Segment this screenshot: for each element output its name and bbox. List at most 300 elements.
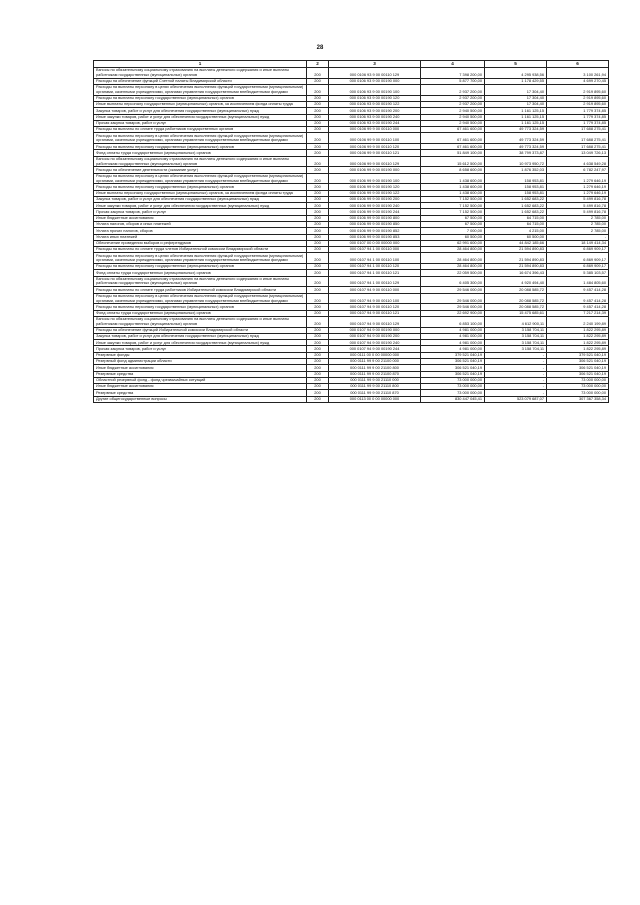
column-number-row — [94, 61, 609, 68]
executed-amount: - — [485, 365, 547, 371]
classification-code: 000 0107 94 1 00 00110 100 — [329, 253, 421, 264]
expense-name: Другие общегосударственные вопросы — [94, 396, 307, 402]
classification-code: 000 0106 99 9 00 00190 853 — [329, 234, 421, 240]
unexecuted-amount: 7 217 214,39 — [547, 310, 609, 316]
unexecuted-amount: 6 869 909,17 — [547, 264, 609, 270]
classification-code: 000 0107 94 1 00 00110 000 — [329, 247, 421, 253]
unexecuted-amount: 4 699 270,45 — [547, 78, 609, 84]
executed-amount: 158 953,81 — [485, 184, 547, 190]
unexecuted-amount: 4 638 549,28 — [547, 156, 609, 167]
classification-code: 000 0111 99 9 00 21110 870 — [329, 390, 421, 396]
classification-code: 000 0106 99 9 00 00110 121 — [329, 150, 421, 156]
line-code: 200 — [307, 215, 329, 221]
approved-amount: 2 940 500,00 — [421, 120, 485, 126]
expense-name: Фонд оплаты труда государственных (муниципальных) органов — [94, 310, 307, 316]
expense-name: Расходы на выплаты по оплате труда членов Избирательной комиссии Владимирской области — [94, 247, 307, 253]
line-code: 200 — [307, 203, 329, 209]
approved-amount: 7 152 500,00 — [421, 196, 485, 202]
line-code: 200 — [307, 270, 329, 276]
approved-amount: 2 937 200,00 — [421, 85, 485, 96]
expense-name: Взносы по обязательному социальному страхованию на выплаты денежного содержания и иные выплаты работникам государственных (муниципальных) органов — [94, 68, 307, 79]
unexecuted-amount: 2 785,00 — [547, 228, 609, 234]
approved-amount: 7 398 200,00 — [421, 68, 485, 79]
table-row — [94, 316, 609, 327]
executed-amount: 1 876 352,03 — [485, 167, 547, 173]
expense-name: Уплата иных платежей — [94, 234, 307, 240]
unexecuted-amount: 6 869 909,17 — [547, 247, 609, 253]
table-row — [94, 144, 609, 150]
column-number: 5 — [485, 61, 547, 68]
line-code: 200 — [307, 346, 329, 352]
classification-code: 000 0106 99 9 00 00110 120 — [329, 144, 421, 150]
classification-code: 000 0107 94 9 00 00110 129 — [329, 316, 421, 327]
unexecuted-amount: 1 779 374,85 — [547, 108, 609, 114]
classification-code: 000 0106 93 9 00 00190 244 — [329, 120, 421, 126]
expense-name: Расходы на выплаты персоналу государственных (муниципальных) органов — [94, 95, 307, 101]
expense-name: Прочая закупка товаров, работ и услуг — [94, 346, 307, 352]
table-row — [94, 156, 609, 167]
approved-amount: 5 877 700,00 — [421, 78, 485, 84]
approved-amount: 29 546 000,00 — [421, 304, 485, 310]
expense-name: Расходы на выплаты персоналу в целях обеспечения выполнения функций государственными (муниципальными) органами, казенными учреждениями, органами управления государственными внебюджетными фондами — [94, 173, 307, 184]
approved-amount: 67 500,00 — [421, 215, 485, 221]
unexecuted-amount: 17 688 275,41 — [547, 144, 609, 150]
executed-amount: 3 158 704,11 — [485, 333, 547, 339]
table-row — [94, 304, 609, 310]
expense-name: Взносы по обязательному социальному страхованию на выплаты денежного содержания и иные выплаты работникам государственных (муниципальных) органов — [94, 156, 307, 167]
line-code: 200 — [307, 293, 329, 304]
line-code: 200 — [307, 304, 329, 310]
executed-amount: 17 304,40 — [485, 102, 547, 108]
unexecuted-amount: 9 457 414,28 — [547, 287, 609, 293]
classification-code: 000 0106 93 9 00 00190 240 — [329, 114, 421, 120]
unexecuted-amount: 17 688 275,41 — [547, 127, 609, 133]
classification-code: 000 0111 99 9 00 21100 000 — [329, 358, 421, 364]
line-code: 200 — [307, 85, 329, 96]
unexecuted-amount: 18 149 414,34 — [547, 240, 609, 246]
approved-amount: 306 521 040,19 — [421, 358, 485, 364]
unexecuted-amount: 306 521 040,19 — [547, 371, 609, 377]
unexecuted-amount: 1 822 295,89 — [547, 333, 609, 339]
approved-amount: 28 464 800,00 — [421, 253, 485, 264]
approved-amount: 67 500,00 — [421, 222, 485, 228]
executed-amount: 1 652 683,22 — [485, 209, 547, 215]
executed-amount: 44 842 185,66 — [485, 240, 547, 246]
expense-name: Резервные средства — [94, 371, 307, 377]
line-code: 200 — [307, 384, 329, 390]
approved-amount: 2 937 200,00 — [421, 95, 485, 101]
classification-code: 000 0106 99 9 00 00110 129 — [329, 156, 421, 167]
classification-code: 000 0107 94 9 00 00190 000 — [329, 327, 421, 333]
unexecuted-amount: 1 779 374,85 — [547, 114, 609, 120]
approved-amount: 306 521 040,19 — [421, 365, 485, 371]
line-code: 200 — [307, 127, 329, 133]
expense-name: Расходы на выплаты персоналу государственных (муниципальных) органов — [94, 184, 307, 190]
unexecuted-amount: 9 457 414,28 — [547, 293, 609, 304]
table-row — [94, 270, 609, 276]
unexecuted-amount: 2 919 895,60 — [547, 85, 609, 96]
expense-name: Расходы на выплаты по оплате труда работников Избирательной комиссии Владимирской области — [94, 287, 307, 293]
unexecuted-amount: 1 279 646,19 — [547, 190, 609, 196]
approved-amount: 6 405 300,00 — [421, 276, 485, 287]
approved-amount: 306 521 040,19 — [421, 371, 485, 377]
table-row — [94, 327, 609, 333]
unexecuted-amount: 5 499 816,78 — [547, 196, 609, 202]
line-code: 200 — [307, 108, 329, 114]
expense-name: Расходы на выплаты персоналу государственных (муниципальных) органов — [94, 144, 307, 150]
expense-name: Расходы на обеспечение деятельности (оказание услуг) — [94, 167, 307, 173]
expense-name: Обеспечение проведения выборов и референдумов — [94, 240, 307, 246]
unexecuted-amount: 307 367 358,34 — [547, 396, 609, 402]
classification-code: 000 0111 99 9 00 21100 870 — [329, 371, 421, 377]
column-number: 3 — [329, 61, 421, 68]
table-row — [94, 173, 609, 184]
line-code: 200 — [307, 340, 329, 346]
executed-amount: 38 799 373,87 — [485, 150, 547, 156]
unexecuted-amount: 1 279 646,19 — [547, 184, 609, 190]
line-code: 200 — [307, 209, 329, 215]
line-code: 200 — [307, 228, 329, 234]
line-code: 200 — [307, 78, 329, 84]
executed-amount: 20 088 585,72 — [485, 287, 547, 293]
table-row — [94, 203, 609, 209]
column-number: 2 — [307, 61, 329, 68]
table-row — [94, 133, 609, 144]
executed-amount: 16 674 396,43 — [485, 270, 547, 276]
expense-name: Уплата прочих налогов, сборов — [94, 228, 307, 234]
expense-name: Расходы на выплаты персоналу в целях обеспечения выполнения функций государственными (муниципальными) органами, казенными учреждениями, органами управления государственными внебюджетными фондами — [94, 133, 307, 144]
table-row — [94, 276, 609, 287]
executed-amount: 60 500,00 — [485, 234, 547, 240]
classification-code: 000 0107 94 9 00 00110 121 — [329, 310, 421, 316]
classification-code: 000 0107 94 9 00 00190 200 — [329, 333, 421, 339]
unexecuted-amount: 2 919 895,60 — [547, 95, 609, 101]
expense-name: Резервный фонд администрации области — [94, 358, 307, 364]
unexecuted-amount: 5 499 816,78 — [547, 209, 609, 215]
classification-code: 000 0107 94 1 00 00110 129 — [329, 276, 421, 287]
line-code: 200 — [307, 377, 329, 383]
line-code: 200 — [307, 95, 329, 101]
table-row — [94, 127, 609, 133]
classification-code: 000 0106 99 9 00 00190 852 — [329, 228, 421, 234]
classification-code: 000 0107 00 0 00 00000 000 — [329, 240, 421, 246]
unexecuted-amount: 9 457 414,28 — [547, 304, 609, 310]
approved-amount: 4 981 000,00 — [421, 340, 485, 346]
expense-name: Расходы на выплаты персоналу государственных (муниципальных) органов — [94, 304, 307, 310]
executed-amount: 1 161 125,15 — [485, 108, 547, 114]
executed-amount: 20 088 585,72 — [485, 293, 547, 304]
unexecuted-amount: 1 779 374,85 — [547, 120, 609, 126]
line-code: 200 — [307, 264, 329, 270]
line-code: 200 — [307, 120, 329, 126]
classification-code: 000 0106 93 9 00 00190 000 — [329, 78, 421, 84]
line-code: 200 — [307, 352, 329, 358]
line-code: 200 — [307, 240, 329, 246]
unexecuted-amount: 1 822 295,89 — [547, 340, 609, 346]
approved-amount: 22 692 900,00 — [421, 310, 485, 316]
expense-name: Расходы на выплаты персоналу в целях обеспечения выполнения функций государственными (муниципальными) органами, казенными учреждениями, органами управления государственными внебюджетными фондами — [94, 293, 307, 304]
executed-amount: 1 652 683,22 — [485, 203, 547, 209]
expense-name: Расходы на обеспечение функций Избирательной комиссии Владимирской области — [94, 327, 307, 333]
classification-code: 000 0106 93 9 00 00110 129 — [329, 68, 421, 79]
classification-code: 000 0107 94 1 00 00110 120 — [329, 264, 421, 270]
unexecuted-amount: 306 521 040,19 — [547, 358, 609, 364]
table-row — [94, 114, 609, 120]
classification-code: 000 0106 99 9 00 00190 100 — [329, 173, 421, 184]
approved-amount: 62 991 600,00 — [421, 240, 485, 246]
classification-code: 000 0106 99 9 00 00110 000 — [329, 127, 421, 133]
executed-amount: 20 088 585,72 — [485, 304, 547, 310]
expense-name: Прочая закупка товаров, работ и услуг — [94, 209, 307, 215]
unexecuted-amount: 6 869 909,17 — [547, 253, 609, 264]
unexecuted-amount: 73 000 000,00 — [547, 377, 609, 383]
unexecuted-amount: 5 385 103,57 — [547, 270, 609, 276]
executed-amount: 4 215,00 — [485, 228, 547, 234]
executed-amount: 64 715,00 — [485, 222, 547, 228]
classification-code: 000 0106 99 9 00 00190 240 — [329, 203, 421, 209]
approved-amount: 2 940 500,00 — [421, 114, 485, 120]
line-code: 200 — [307, 167, 329, 173]
expense-name: Иные закупки товаров, работ и услуг для обеспечения государственных (муниципальных) нужд — [94, 203, 307, 209]
expense-name: Закупка товаров, работ и услуг для обеспечения государственных (муниципальных) нужд — [94, 333, 307, 339]
classification-code: 000 0106 93 9 00 00190 122 — [329, 102, 421, 108]
approved-amount: 67 461 600,00 — [421, 144, 485, 150]
classification-code: 000 0106 99 9 00 00190 122 — [329, 190, 421, 196]
executed-amount: 21 594 890,83 — [485, 253, 547, 264]
expense-name: Закупка товаров, работ и услуг для обеспечения государственных (муниципальных) нужд — [94, 108, 307, 114]
executed-amount: 10 973 950,72 — [485, 156, 547, 167]
unexecuted-amount: 1 822 295,89 — [547, 346, 609, 352]
column-number: 6 — [547, 61, 609, 68]
line-code: 200 — [307, 156, 329, 167]
line-code: 200 — [307, 276, 329, 287]
table-row — [94, 333, 609, 339]
executed-amount: 158 953,81 — [485, 190, 547, 196]
expense-name: Расходы на обеспечение функций Счетной палаты Владимирской области — [94, 78, 307, 84]
executed-amount: 21 594 890,83 — [485, 247, 547, 253]
classification-code: 000 0106 99 9 00 00190 200 — [329, 196, 421, 202]
table-row — [94, 95, 609, 101]
line-code: 200 — [307, 133, 329, 144]
executed-amount: 1 178 429,55 — [485, 78, 547, 84]
expense-name: Резервные средства — [94, 390, 307, 396]
table-row — [94, 190, 609, 196]
approved-amount: 29 546 000,00 — [421, 287, 485, 293]
executed-amount: - — [485, 377, 547, 383]
table-row — [94, 293, 609, 304]
page-number: 28 — [316, 45, 324, 51]
executed-amount: - — [485, 358, 547, 364]
table-row — [94, 340, 609, 346]
table-row — [94, 184, 609, 190]
expense-name: Взносы по обязательному социальному страхованию на выплаты денежного содержания и иные выплаты работникам государственных (муниципальных) органов — [94, 276, 307, 287]
table-row — [94, 102, 609, 108]
executed-amount: 49 773 324,59 — [485, 133, 547, 144]
unexecuted-amount: 73 000 000,00 — [547, 384, 609, 390]
approved-amount: 4 981 000,00 — [421, 333, 485, 339]
unexecuted-amount: 17 688 275,41 — [547, 133, 609, 144]
table-row — [94, 396, 609, 402]
executed-amount: 3 158 704,11 — [485, 340, 547, 346]
approved-amount: 67 461 600,00 — [421, 133, 485, 144]
line-code: 200 — [307, 365, 329, 371]
table-row — [94, 108, 609, 114]
expense-name: Иные закупки товаров, работ и услуг для обеспечения государственных (муниципальных) нужд — [94, 114, 307, 120]
column-number: 4 — [421, 61, 485, 68]
expense-name: Расходы на выплаты персоналу в целях обеспечения выполнения функций государственными (муниципальными) органами, казенными учреждениями, органами управления государственными внебюджетными фондами — [94, 253, 307, 264]
approved-amount: 73 000 000,00 — [421, 377, 485, 383]
unexecuted-amount: 2 785,00 — [547, 222, 609, 228]
classification-code: 000 0107 94 9 00 00110 100 — [329, 293, 421, 304]
executed-amount: 3 158 704,11 — [485, 346, 547, 352]
executed-amount: 64 715,00 — [485, 215, 547, 221]
unexecuted-amount: 379 521 040,19 — [547, 352, 609, 358]
approved-amount: 4 981 000,00 — [421, 346, 485, 352]
unexecuted-amount: 73 000 000,00 — [547, 390, 609, 396]
unexecuted-amount: 2 919 895,60 — [547, 102, 609, 108]
table-row — [94, 85, 609, 96]
approved-amount: 830 447 045,41 — [421, 396, 485, 402]
table-row — [94, 78, 609, 84]
executed-amount: - — [485, 390, 547, 396]
line-code: 200 — [307, 327, 329, 333]
classification-code: 000 0106 99 9 00 00110 100 — [329, 133, 421, 144]
unexecuted-amount: 6 782 247,97 — [547, 167, 609, 173]
table-row — [94, 264, 609, 270]
expense-name: Прочая закупка товаров, работ и услуг — [94, 120, 307, 126]
classification-code: 000 0106 99 9 00 00190 800 — [329, 215, 421, 221]
line-code: 200 — [307, 396, 329, 402]
expense-name: Расходы на выплаты персоналу в целях обеспечения выполнения функций государственными (муниципальными) органами, казенными учреждениями, органами управления государственными внебюджетными фондами — [94, 85, 307, 96]
classification-code: 000 0106 99 9 00 00190 120 — [329, 184, 421, 190]
expense-name: Иные выплаты персоналу государственных (муниципальных) органов, за исключением фонда оплаты труда — [94, 190, 307, 196]
classification-code: 000 0106 93 9 00 00190 120 — [329, 95, 421, 101]
table-row — [94, 253, 609, 264]
line-code: 200 — [307, 196, 329, 202]
line-code: 200 — [307, 150, 329, 156]
classification-code: 000 0106 99 9 00 00190 000 — [329, 167, 421, 173]
expense-name: Взносы по обязательному социальному страхованию на выплаты денежного содержания и иные выплаты работникам государственных (муниципальных) органов — [94, 316, 307, 327]
line-code: 200 — [307, 287, 329, 293]
line-code: 200 — [307, 310, 329, 316]
approved-amount: 4 981 000,00 — [421, 327, 485, 333]
classification-code: 000 0106 99 9 00 00190 244 — [329, 209, 421, 215]
table-row — [94, 68, 609, 79]
expense-name: Резервные фонды — [94, 352, 307, 358]
table-row — [94, 196, 609, 202]
classification-code: 000 0111 99 9 00 21110 800 — [329, 384, 421, 390]
line-code: 200 — [307, 316, 329, 327]
executed-amount: 17 304,40 — [485, 85, 547, 96]
unexecuted-amount: 13 049 726,13 — [547, 150, 609, 156]
table-row — [94, 287, 609, 293]
expense-name: Фонд оплаты труда государственных (муниципальных) органов — [94, 270, 307, 276]
expense-name: Расходы на выплаты персоналу государственных (муниципальных) органов — [94, 264, 307, 270]
approved-amount: 1 438 600,00 — [421, 184, 485, 190]
approved-amount: 67 461 600,00 — [421, 127, 485, 133]
classification-code: 000 0106 93 9 00 00190 200 — [329, 108, 421, 114]
expense-name: Иные бюджетные ассигнования — [94, 384, 307, 390]
expense-name: Областной резервный фонд - фонд чрезвычайных ситуаций — [94, 377, 307, 383]
line-code: 200 — [307, 234, 329, 240]
unexecuted-amount: 306 521 040,19 — [547, 365, 609, 371]
line-code: 200 — [307, 247, 329, 253]
classification-code: 000 0107 94 9 00 00190 240 — [329, 340, 421, 346]
expense-name: Иные бюджетные ассигнования — [94, 215, 307, 221]
executed-amount: 1 161 125,15 — [485, 114, 547, 120]
executed-amount: 17 304,40 — [485, 95, 547, 101]
expense-name: Иные закупки товаров, работ и услуг для обеспечения государственных (муниципальных) нужд — [94, 340, 307, 346]
approved-amount: 60 500,00 — [421, 234, 485, 240]
unexecuted-amount: 1 484 805,60 — [547, 276, 609, 287]
unexecuted-amount: 1 822 295,89 — [547, 327, 609, 333]
approved-amount: 7 152 500,00 — [421, 203, 485, 209]
executed-amount: 1 161 125,15 — [485, 120, 547, 126]
approved-amount: 28 464 800,00 — [421, 247, 485, 253]
approved-amount: 6 853 100,00 — [421, 316, 485, 327]
approved-amount: 7 152 500,00 — [421, 209, 485, 215]
unexecuted-amount: - — [547, 234, 609, 240]
classification-code: 000 0107 94 9 00 00110 120 — [329, 304, 421, 310]
unexecuted-amount: 3 100 261,94 — [547, 68, 609, 79]
table-row — [94, 167, 609, 173]
line-code: 200 — [307, 173, 329, 184]
executed-amount: - — [485, 384, 547, 390]
classification-code: 000 0107 94 9 00 00110 000 — [329, 287, 421, 293]
approved-amount: 51 849 100,00 — [421, 150, 485, 156]
approved-amount: 28 464 800,00 — [421, 264, 485, 270]
approved-amount: 379 521 040,19 — [421, 352, 485, 358]
executed-amount: 4 295 938,56 — [485, 68, 547, 79]
unexecuted-amount: 5 499 816,78 — [547, 203, 609, 209]
line-code: 200 — [307, 253, 329, 264]
line-code: 200 — [307, 68, 329, 79]
table-row — [94, 240, 609, 246]
expense-name: Иные выплаты персоналу государственных (муниципальных) органов, за исключением фонда оплаты труда — [94, 102, 307, 108]
line-code: 200 — [307, 102, 329, 108]
executed-amount: - — [485, 371, 547, 377]
classification-code: 000 0111 99 9 00 21100 800 — [329, 365, 421, 371]
line-code: 200 — [307, 190, 329, 196]
executed-amount: 158 953,81 — [485, 173, 547, 184]
classification-code: 000 0106 93 9 00 00190 100 — [329, 85, 421, 96]
approved-amount: 2 937 200,00 — [421, 102, 485, 108]
table-row — [94, 310, 609, 316]
classification-code: 000 0107 94 1 00 00110 121 — [329, 270, 421, 276]
executed-amount: - — [485, 352, 547, 358]
approved-amount: 15 612 500,00 — [421, 156, 485, 167]
line-code: 200 — [307, 333, 329, 339]
approved-amount: 22 059 500,00 — [421, 270, 485, 276]
line-code: 200 — [307, 184, 329, 190]
line-code: 200 — [307, 371, 329, 377]
column-number: 1 — [94, 61, 307, 68]
executed-amount: 49 773 324,59 — [485, 144, 547, 150]
line-code: 200 — [307, 144, 329, 150]
table-row — [94, 247, 609, 253]
expense-name: Уплата налогов, сборов и иных платежей — [94, 222, 307, 228]
executed-amount: 523 079 687,07 — [485, 396, 547, 402]
line-code: 200 — [307, 390, 329, 396]
approved-amount: 29 546 000,00 — [421, 293, 485, 304]
approved-amount: 8 658 600,00 — [421, 167, 485, 173]
approved-amount: 1 438 600,00 — [421, 173, 485, 184]
expense-name: Иные бюджетные ассигнования — [94, 365, 307, 371]
unexecuted-amount: 2 785,00 — [547, 215, 609, 221]
classification-code: 000 0113 00 0 00 00000 000 — [329, 396, 421, 402]
executed-amount: 3 158 704,11 — [485, 327, 547, 333]
classification-code: 000 0111 99 9 00 21110 000 — [329, 377, 421, 383]
